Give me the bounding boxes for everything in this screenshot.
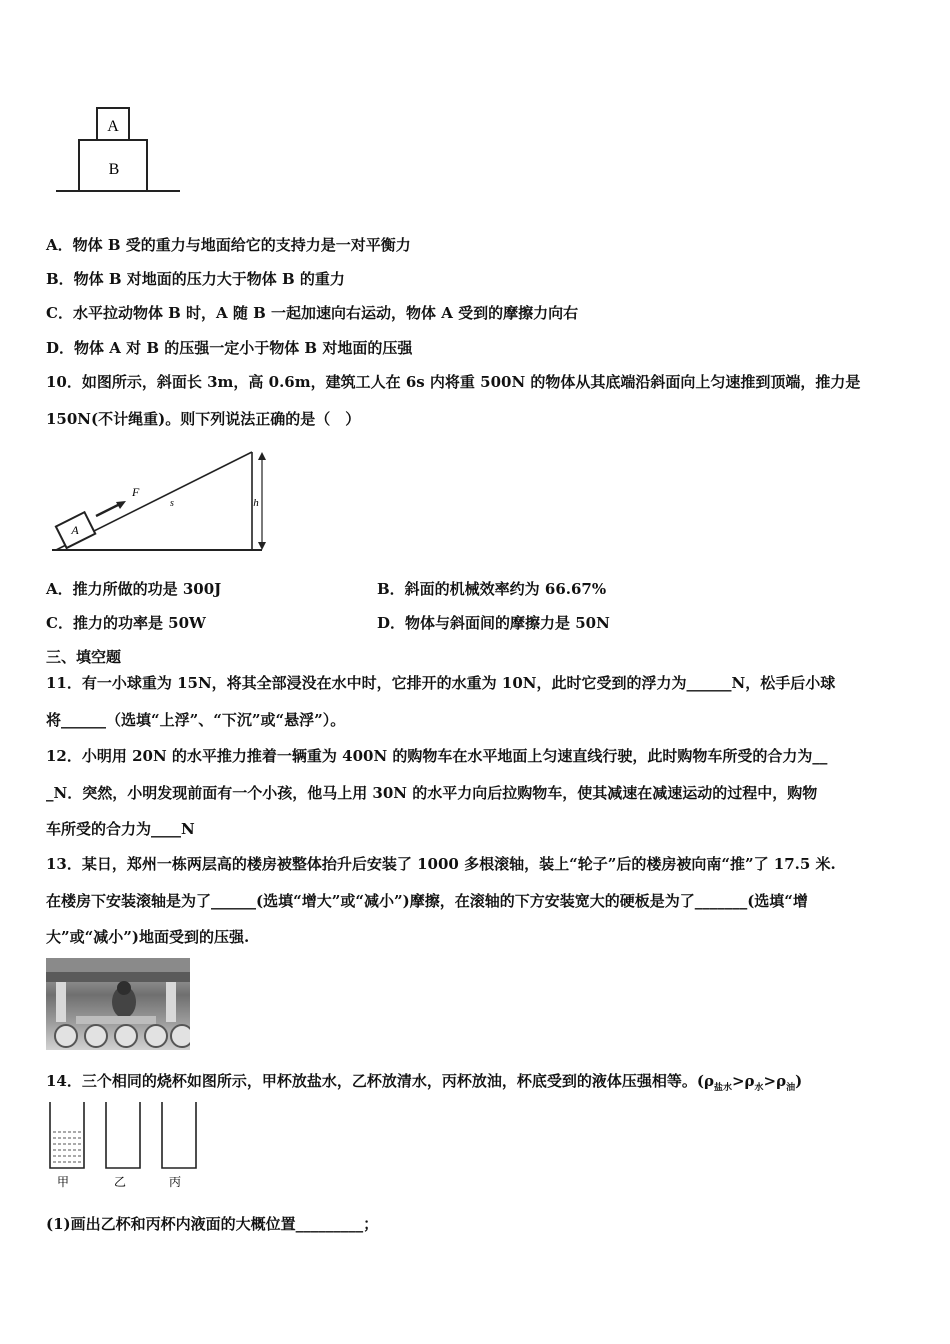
q14-part1: (1)画出乙杯和丙杯内液面的大概位置_________； <box>46 1215 379 1233</box>
q12-line1: 12．小明用 20N 的水平推力推着一辆重为 400N 的购物车在水平地面上匀速直线行驶，此时购物车所受的合力为__ <box>46 747 828 765</box>
q9-option-a: A．物体 B 受的重力与地面给它的支持力是一对平衡力 <box>46 236 411 254</box>
q14-sub-saltwater: 盐水 <box>713 1083 732 1093</box>
q9-option-b: B．物体 B 对地面的压力大于物体 B 的重力 <box>46 270 345 288</box>
beaker-yi <box>106 1102 140 1168</box>
q10-option-c: C．推力的功率是 50W <box>46 614 206 632</box>
q14-sub-water: 水 <box>754 1083 764 1093</box>
beaker-label-yi: 乙 <box>113 1175 127 1189</box>
incline-figure <box>46 446 276 558</box>
height-arrow-up <box>258 452 266 460</box>
beaker-label-jia: 甲 <box>56 1175 70 1189</box>
photo-drawing <box>46 958 190 1050</box>
q10-stem-line1: 10．如图所示，斜面长 3m，高 0.6m，建筑工人在 6s 内将重 500N 的物体从其底端沿斜面向上匀速推到顶端，推力是 <box>46 373 861 391</box>
q12-line2: _N．突然，小明发现前面有一个小孩，他马上用 30N 的水平力向后拉购物车，使其减速在减速运动的过程中，购物 <box>46 784 818 802</box>
q14-sub-oil: 油 <box>786 1083 796 1093</box>
q11-line1: 11．有一小球重为 15N，将其全部浸没在水中时，它排开的水重为 10N，此时它受到的浮力为______N，松手后小球 <box>46 674 836 692</box>
beaker-bing <box>162 1102 196 1168</box>
blocks-ab-figure <box>50 100 190 200</box>
beaker-label-bing: 丙 <box>168 1175 182 1189</box>
height-label: h <box>253 497 259 509</box>
q11-line2: 将______（选填“上浮”、“下沉”或“悬浮”）。 <box>46 711 346 729</box>
q13-line2: 在楼房下安装滚轴是为了______(选填“增大”或“减小”)摩擦，在滚轴的下方安装宽大的硬板是为了_______(选填“增 <box>46 892 808 910</box>
beakers-figure <box>44 1098 204 1190</box>
q10-option-d: D．物体与斜面间的摩擦力是 50N <box>377 614 610 632</box>
building-rollers-photo <box>46 958 190 1050</box>
q13-line3: 大”或“减小”)地面受到的压强. <box>46 928 250 946</box>
q12-line3: 车所受的合力为____N <box>46 820 195 838</box>
block-b-label: B <box>108 161 120 178</box>
beaker-jia <box>50 1102 84 1168</box>
q9-option-c: C．水平拉动物体 B 时，A 随 B 一起加速向右运动，物体 A 受到的摩擦力向右 <box>46 304 579 322</box>
q10-stem-line2: 150N(不计绳重)。则下列说法正确的是（ ） <box>46 410 361 428</box>
q14-gt1: >ρ <box>731 1072 755 1090</box>
incline-block-label: A <box>71 523 79 537</box>
q14-stem-text: 14．三个相同的烧杯如图所示，甲杯放盐水，乙杯放清水，丙杯放油，杯底受到的液体压强相等。(ρ <box>46 1072 714 1090</box>
q14-gt2: >ρ <box>763 1072 787 1090</box>
q10-option-a: A．推力所做的功是 300J <box>46 580 222 598</box>
block-a-label: A <box>107 118 119 135</box>
section-title: 三、填空题 <box>46 648 122 666</box>
q14-close: ) <box>795 1072 803 1090</box>
q10-option-b: B．斜面的机械效率约为 66.67% <box>377 580 607 598</box>
q14-stem <box>46 1071 802 1098</box>
force-label: F <box>132 485 140 499</box>
q13-line1: 13．某日，郑州一栋两层高的楼房被整体抬升后安装了 1000 多根滚轴，装上“轮子”后的楼房被向南“推”了 17.5 米. <box>46 855 836 873</box>
height-arrow-down <box>258 542 266 550</box>
q9-option-d: D．物体 A 对 B 的压强一定小于物体 B 对地面的压强 <box>46 339 413 357</box>
slope-label: s <box>170 498 174 509</box>
